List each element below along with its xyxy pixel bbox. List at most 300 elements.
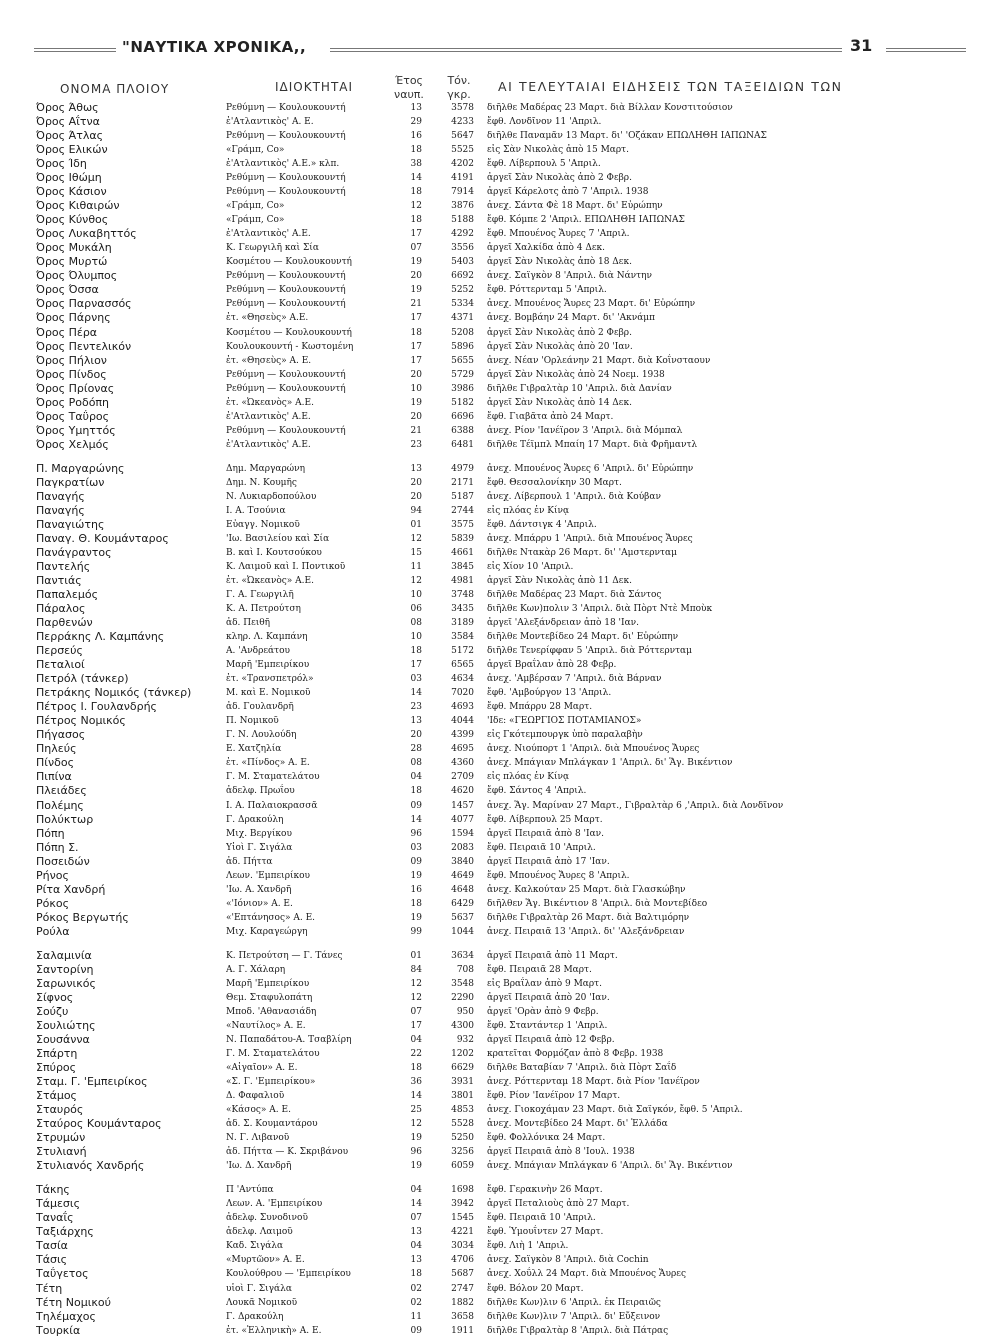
table-row <box>0 171 1000 185</box>
year-built: 20 <box>410 369 422 380</box>
owner: Ν. Λυκιαρδοπούλου <box>226 491 317 502</box>
table-row <box>0 504 1000 518</box>
latest-news: ἔφθ. Δάντσιγκ 4 'Απριλ. <box>487 519 597 530</box>
latest-news: εἰς Σὰν Νικολὰς ἀπὸ 15 Μαρτ. <box>487 145 630 156</box>
table-row <box>0 841 1000 855</box>
owner: Μιχ. Βεργίκου <box>226 828 292 839</box>
year-built: 01 <box>410 950 422 961</box>
owner: Ρεθύμνη — Κουλουκουντή <box>226 383 346 394</box>
tonnage: 1545 <box>451 1213 474 1224</box>
tonnage: 1698 <box>451 1185 474 1196</box>
tonnage: 4044 <box>451 716 474 727</box>
latest-news: διῆλθε Τέϊμπλ Μπαίη 17 Μαρτ. διὰ Φρῆμαντλ <box>487 439 698 450</box>
owner: Ρεθύμνη — Κουλουκουντή <box>226 299 346 310</box>
latest-news: διῆλθε Μαδέρας 23 Μαρτ. διὰ Σάντος <box>487 590 662 600</box>
owner: Ι. Α. Τσούνια <box>226 505 286 516</box>
owner: Κουλούθρου — 'Εμπειρίκου <box>226 1269 351 1280</box>
ship-name: Πάραλος <box>36 602 86 615</box>
column-header-year-built <box>388 74 430 102</box>
ship-name: Σουλιώτης <box>36 1018 96 1032</box>
owner: Δημ. Μαργαρώνη <box>226 463 305 474</box>
tonnage: 4661 <box>451 547 474 558</box>
table-row <box>0 354 1000 368</box>
owner: ἀδ. Πήττα <box>226 856 273 867</box>
latest-news: ἀργεῖ Πειραιᾶ ἀπὸ 8 'Ιουλ. 1938 <box>487 1147 635 1158</box>
tonnage: 6692 <box>451 271 474 282</box>
table-row <box>0 827 1000 841</box>
table-row <box>0 1183 1000 1197</box>
latest-news: ἀνεχ. Ἅγ. Μαρίναν 27 Μαρτ., Γιβραλτὰρ 6 ,'Απριλ. διὰ Λονδῖνον <box>487 800 784 811</box>
owner: Κουλουκουντή - Κωστομένη <box>226 341 354 352</box>
latest-news: ἔφθ. Πειραιᾶ 28 Μαρτ. <box>487 964 592 975</box>
table-row <box>0 1267 1000 1281</box>
owner: Εὐαγγ. Νομικοῦ <box>226 519 300 530</box>
owner: «Κάσος» Α. Ε. <box>226 1105 291 1116</box>
ship-name: Όρος Χελμός <box>36 437 109 451</box>
latest-news: ἀνεχ. Μπάγιαν Μπλάγκαν 6 'Απριλ. δι' Ἅγ. Βικέντιον <box>487 1161 733 1172</box>
table-row <box>0 963 1000 977</box>
latest-news: ἀνεχ. Μπάρρυ 1 'Απριλ. διὰ Μπουένος Ἄυρες <box>487 533 693 544</box>
tonnage: 4853 <box>451 1105 474 1116</box>
latest-news: ἀργεῖ Κάρελοτς ἀπὸ 7 'Απριλ. 1938 <box>487 187 649 198</box>
latest-news: ἀνεχ. Σαϊγκὸν 8 'Απριλ. διὰ Cochin <box>487 1255 649 1266</box>
ship-name: Όρος Πρίονας <box>36 381 115 395</box>
owner: Γ. Μ. Σταματελάτου <box>226 772 320 783</box>
ship-name: Πηλεύς <box>36 742 77 756</box>
year-built: 94 <box>410 505 422 516</box>
tonnage: 5188 <box>451 215 474 226</box>
table-row <box>0 410 1000 424</box>
ship-name: Τάσις <box>36 1253 68 1267</box>
latest-news: διῆλθε Κων)λιν 7 'Απριλ. δι' Εὔξεινον <box>487 1311 661 1322</box>
column-header-year-built-line1: Έτος <box>394 74 423 87</box>
year-built: 10 <box>410 590 422 600</box>
year-built: 23 <box>410 439 422 450</box>
latest-news: ἔφθ. Πειραιᾶ 10 'Απριλ. <box>487 842 596 853</box>
ship-name: Όρος Όσσα <box>36 283 99 297</box>
year-built: 12 <box>410 978 422 989</box>
owner: Μ. καὶ Ε. Νομικοῦ <box>226 688 311 699</box>
table-row <box>0 115 1000 129</box>
tonnage: 3548 <box>451 978 474 989</box>
table-row <box>0 742 1000 756</box>
owner: «Γράμπ, Co» <box>226 201 285 212</box>
table-row <box>0 157 1000 171</box>
year-built: 96 <box>410 828 422 839</box>
tonnage: 2709 <box>451 772 474 783</box>
ship-name: Ρίτα Χανδρή <box>36 882 106 896</box>
table-row <box>0 813 1000 827</box>
table-row <box>0 1131 1000 1145</box>
year-built: 29 <box>410 117 422 127</box>
latest-news: ἀργεῖ Σὰν Νικολὰς ἀπὸ 18 Δεκ. <box>487 257 632 268</box>
table-row <box>0 227 1000 241</box>
tonnage: 4620 <box>451 786 474 797</box>
latest-news: ἀργεῖ Σὰν Νικολὰς ἀπὸ 24 Νοεμ. 1938 <box>487 369 665 380</box>
ship-name: Στάμος <box>36 1089 78 1103</box>
year-built: 08 <box>410 618 422 629</box>
owner: Ν. Παπαδάτου-Α. Τσαβλίρη <box>226 1034 352 1045</box>
owner: ἐ'Ατλαντικὸς' Α. Ε. <box>226 117 314 127</box>
year-built: 02 <box>410 1297 422 1308</box>
latest-news: εἰς πλόας ἐν Κίνᾳ <box>487 505 570 516</box>
owner: Μαρῆ 'Εμπειρίκου <box>226 978 310 989</box>
table-row <box>0 1324 1000 1338</box>
owner: Β. καὶ Ι. Κουτσούκου <box>226 547 322 558</box>
ship-name: Όρος Ταΰρος <box>36 409 110 423</box>
tonnage: 4077 <box>451 814 474 825</box>
year-built: 09 <box>410 1325 422 1336</box>
ship-name: Πολύκτωρ <box>36 812 94 826</box>
table-row <box>0 1145 1000 1159</box>
owner: Ρεθύμνη — Κουλουκουντή <box>226 187 346 198</box>
owner: 'Ιω. Δ. Χανδρῆ <box>226 1161 292 1172</box>
latest-news: ἀργεῖ Σὰν Νικολὰς ἀπὸ 11 Δεκ. <box>487 576 632 586</box>
tonnage: 5208 <box>451 327 474 338</box>
latest-news: ἔφθ. Ὑμουΐντεν 27 Μαρτ. <box>487 1227 604 1238</box>
table-row <box>0 714 1000 728</box>
tonnage: 3556 <box>451 243 474 254</box>
year-built: 14 <box>410 1091 422 1102</box>
owner: Υἱοὶ Γ. Σιγάλα <box>226 842 293 853</box>
year-built: 14 <box>410 814 422 825</box>
year-built: 17 <box>410 341 422 352</box>
year-built: 15 <box>410 547 422 558</box>
table-row <box>0 1253 1000 1267</box>
latest-news: ἀνεχ. Γιοκοχάμαν 23 Μαρτ. διὰ Σαϊγκόν, ἔφθ. 5 'Απριλ. <box>487 1105 743 1116</box>
tonnage: 3256 <box>451 1147 474 1158</box>
tonnage: 3931 <box>451 1077 474 1087</box>
latest-news: διῆλθε Βαταβίαν 7 'Απριλ. διὰ Πὸρτ Σαΐδ <box>487 1063 677 1073</box>
table-row <box>0 143 1000 157</box>
tonnage: 3584 <box>451 632 474 643</box>
latest-news: ἀνεχ. Σαϊγκὸν 8 'Απριλ. διὰ Νάντην <box>487 271 652 282</box>
tonnage: 4360 <box>451 758 474 769</box>
ship-name: Παγκρατίων <box>36 475 105 489</box>
ship-name: Σταυρός <box>36 1103 84 1117</box>
latest-news: ἔφθ. Μπουένος Ἄυρες 7 'Απριλ. <box>487 229 630 240</box>
owner: Καδ. Σιγάλα <box>226 1241 284 1252</box>
tonnage: 5655 <box>451 355 474 366</box>
tonnage: 3801 <box>451 1091 474 1102</box>
table-row <box>0 213 1000 227</box>
table-row <box>0 1239 1000 1253</box>
ship-name: Όρος Πίνδος <box>36 367 107 381</box>
year-built: 03 <box>410 842 422 853</box>
owner: Α. Γ. Χάλαρη <box>226 964 286 975</box>
owner: ἐτ. «Ὠκεανὸς» Α.Ε. <box>226 397 314 408</box>
latest-news: ἔφθ. Θεσσαλονίκην 30 Μαρτ. <box>487 477 622 488</box>
table-row <box>0 686 1000 700</box>
latest-news: ἔφθ. Λονδῖνον 11 'Απριλ. <box>487 117 602 127</box>
tonnage: 1911 <box>451 1325 474 1336</box>
table-row <box>0 396 1000 410</box>
table-row <box>0 1089 1000 1103</box>
ship-name: Πλειάδες <box>36 784 87 798</box>
latest-news: ἀργεῖ Σὰν Νικολὰς ἀπὸ 20 'Ιαν. <box>487 341 633 352</box>
latest-news: ἀργεῖ Σὰν Νικολὰς ἀπὸ 14 Δεκ. <box>487 397 632 408</box>
owner: Ε. Χατζηλία <box>226 744 282 755</box>
table-row <box>0 949 1000 963</box>
tonnage: 3845 <box>451 562 474 572</box>
tonnage: 5637 <box>451 912 474 923</box>
latest-news: διῆλθε Γιβραλτὰρ 10 'Απριλ. διὰ Δανίαν <box>487 383 672 394</box>
owner: Λεων. 'Εμπειρίκου <box>226 870 311 881</box>
ship-name: Όρος Παρνασσός <box>36 297 132 311</box>
table-row <box>0 546 1000 560</box>
table-row <box>0 1061 1000 1075</box>
tonnage: 1882 <box>451 1297 474 1308</box>
ship-name: Πιπίνα <box>36 770 72 784</box>
year-built: 04 <box>410 1185 422 1196</box>
owner: Δ. Φαφαλιοῦ <box>226 1091 285 1102</box>
ship-name: Όρος Κάσιον <box>36 185 107 199</box>
year-built: 96 <box>410 1147 422 1158</box>
year-built: 36 <box>410 1077 422 1087</box>
ship-name: Παναγής <box>36 503 85 517</box>
latest-news: ἀργεῖ Σὰν Νικολὰς ἀπὸ 2 Φεβρ. <box>487 173 632 184</box>
latest-news: εἰς Γκότεμπουργκ ὑπὸ παραλαβὴν <box>487 730 643 741</box>
latest-news: ἔφθ. 'Αμβούργον 13 'Απριλ. <box>487 688 612 699</box>
tonnage: 7914 <box>451 187 474 198</box>
owner: ἀδ. Σ. Κουμαντάρου <box>226 1119 318 1130</box>
tonnage: 3658 <box>451 1311 474 1322</box>
owner: Κοσμέτου — Κουλουκουντή <box>226 327 352 338</box>
table-row <box>0 560 1000 574</box>
latest-news: ἀνεχ. Μπουένος Ἄυρες 6 'Απριλ. δι' Εὐρώπην <box>487 463 694 474</box>
tonnage: 4979 <box>451 463 474 474</box>
table-row <box>0 977 1000 991</box>
tonnage: 4634 <box>451 674 474 685</box>
tonnage: 1457 <box>451 800 474 811</box>
owner: Ρεθύμνη — Κουλουκουντή <box>226 369 346 380</box>
year-built: 14 <box>410 1199 422 1210</box>
latest-news: ἀνεχ. Βομβάην 24 Μαρτ. δι' 'Ακνάμπ <box>487 313 656 324</box>
owner: ἐ'Ατλαντικὸς' Α.Ε.» κλπ. <box>226 159 340 170</box>
latest-news: εἰς πλόας ἐν Κίνᾳ <box>487 772 570 783</box>
owner: 'Ιω. Α. Χανδρῆ <box>226 884 292 895</box>
ship-name: Ταξιάρχης <box>36 1225 94 1239</box>
year-built: 20 <box>410 491 422 502</box>
table-row <box>0 241 1000 255</box>
ship-name: Ταΰγετος <box>36 1267 89 1281</box>
table-row <box>0 1211 1000 1225</box>
year-built: 12 <box>410 576 422 586</box>
tonnage: 2171 <box>451 477 474 488</box>
tonnage: 5403 <box>451 257 474 268</box>
ship-name: Τάμεσις <box>36 1197 81 1211</box>
tonnage: 4221 <box>451 1227 474 1238</box>
latest-news: ἀνεχ. Χοΰλλ 24 Μαρτ. διὰ Μπουένος Ἄυρες <box>487 1269 686 1280</box>
year-built: 18 <box>410 646 422 657</box>
year-built: 12 <box>410 201 422 212</box>
latest-news: ἔφθ. Μπάρρυ 28 Μαρτ. <box>487 702 593 713</box>
ship-name: Πίνδος <box>36 756 75 770</box>
year-built: 17 <box>410 1020 422 1031</box>
year-built: 12 <box>410 992 422 1003</box>
table-row <box>0 199 1000 213</box>
owner: ἀδ. Πειθῆ <box>226 618 271 629</box>
ship-name: Ταναΐς <box>36 1211 74 1225</box>
tonnage: 5250 <box>451 1133 474 1144</box>
owner: ἐτ. «Θησεὺς» Α. Ε. <box>226 355 312 366</box>
latest-news: ἀνεχ. Νιούπορτ 1 'Απριλ. διὰ Μπουένος Ἄυρες <box>487 744 700 755</box>
ship-name: Πόπη <box>36 826 65 840</box>
latest-news: ἔφθ. Λίβερπουλ 25 Μαρτ. <box>487 814 603 825</box>
latest-news: ἀνεχ. Μοντεβίδεο 24 Μαρτ. δι' Ἑλλάδα <box>487 1119 668 1130</box>
tonnage: 4202 <box>451 159 474 170</box>
table-row <box>0 283 1000 297</box>
ship-name: Στυλιανός Χανδρής <box>36 1159 145 1173</box>
year-built: 17 <box>410 355 422 366</box>
tonnage: 4399 <box>451 730 474 741</box>
year-built: 21 <box>410 299 422 310</box>
table-row <box>0 476 1000 490</box>
table-row <box>0 756 1000 770</box>
table-row <box>0 728 1000 742</box>
tonnage: 1594 <box>451 828 474 839</box>
ship-name: Πεταλιοί <box>36 658 85 672</box>
column-header-ship-name: ΟΝΟΜΑ ΠΛΟΙΟΥ <box>60 82 170 96</box>
table-row <box>0 574 1000 588</box>
table-row <box>0 129 1000 143</box>
owner: ἐτ. «Ὠκεανὸς» Α.Ε. <box>226 576 314 586</box>
latest-news: διῆλθε Γιβραλτὰρ 26 Μαρτ. διὰ Βαλτιμόρην <box>487 912 690 923</box>
table-row <box>0 672 1000 686</box>
magazine-title: "ΝΑΥΤΙΚΑ ΧΡΟΝΙΚΑ,, <box>122 38 307 56</box>
column-header-tonnage <box>438 74 480 102</box>
latest-news: ἀνεχ. Καλκούταν 25 Μαρτ. διὰ Γλασκώβην <box>487 884 686 895</box>
ship-name: Ρόκος <box>36 896 70 910</box>
table-row <box>0 255 1000 269</box>
table-row <box>0 326 1000 340</box>
table-row <box>0 925 1000 939</box>
year-built: 20 <box>410 411 422 422</box>
latest-news: ἀργεῖ Χαλκίδα ἀπὸ 4 Δεκ. <box>487 243 606 254</box>
year-built: 11 <box>410 1311 422 1322</box>
latest-news: εἰς Χίον 10 'Απριλ. <box>487 562 574 572</box>
table-row <box>0 462 1000 476</box>
year-built: 13 <box>410 103 422 113</box>
ship-name: Όρος Μυρτώ <box>36 255 108 269</box>
latest-news: ἔφθ. Ρόττερνταμ 5 'Απριλ. <box>487 285 607 296</box>
tonnage: 932 <box>456 1034 474 1045</box>
ship-name: Τηλέμαχος <box>36 1309 96 1323</box>
tonnage: 2744 <box>451 505 474 516</box>
latest-news: ἀνεχ. Ρόττερνταμ 18 Μαρτ. διὰ Ρίον 'Ιανέϊρον <box>487 1077 700 1087</box>
owner: Γ. Ν. Λουλούδη <box>226 730 297 741</box>
year-built: 03 <box>410 674 422 685</box>
table-row <box>0 1282 1000 1296</box>
table-row <box>0 382 1000 396</box>
owner: ἀδ. Γουλανδρῆ <box>226 702 294 713</box>
table-row <box>0 911 1000 925</box>
latest-news: ἀργεῖ Πεταλιοὺς ἀπὸ 27 Μαρτ. <box>487 1199 630 1210</box>
owner: «Αἰγαῖον» Α. Ε. <box>226 1063 298 1073</box>
year-built: 25 <box>410 1105 422 1116</box>
tonnage: 3942 <box>451 1199 474 1210</box>
ship-name: Σπάρτη <box>36 1047 78 1060</box>
latest-news: ἔφθ. Λιὴ 1 'Απριλ. <box>487 1241 569 1252</box>
ship-name: Όρος Όλυμπος <box>36 269 118 283</box>
year-built: 84 <box>410 964 422 975</box>
tonnage: 5252 <box>451 285 474 296</box>
table-row <box>0 518 1000 532</box>
column-header-tonnage-line2: γκρ. <box>447 88 471 101</box>
ship-name: Τέτη <box>36 1281 63 1295</box>
latest-news: ἀργεῖ 'Ορὰν ἀπὸ 9 Φεβρ. <box>487 1006 599 1017</box>
ship-name: Π. Μαργαρώνης <box>36 461 125 475</box>
year-built: 04 <box>410 772 422 783</box>
table-row <box>0 1159 1000 1173</box>
year-built: 14 <box>410 688 422 699</box>
tonnage: 2747 <box>451 1283 474 1294</box>
ship-name: Όρος Πάρνης <box>36 311 111 325</box>
table-row <box>0 1310 1000 1324</box>
latest-news: ἀνεχ. Νέαν 'Ορλεάνην 21 Μαρτ. διὰ Κοΐνσταουν <box>487 355 711 366</box>
ship-name: Παπαλεμός <box>36 588 99 601</box>
tonnage: 5729 <box>451 369 474 380</box>
owner: «Γράμπ, Co» <box>226 215 285 226</box>
ship-name: Όρος Πεντελικόν <box>36 339 132 353</box>
tonnage: 3840 <box>451 856 474 867</box>
table-row <box>0 770 1000 784</box>
ship-name: Όρος Άθως <box>36 101 99 114</box>
ship-name: Περσεύς <box>36 644 83 658</box>
tonnage: 6696 <box>451 411 474 422</box>
tonnage: 3578 <box>451 103 474 113</box>
tonnage: 4371 <box>451 313 474 324</box>
table-row <box>0 297 1000 311</box>
latest-news: διῆλθε Παναμᾶν 13 Μαρτ. δι' 'Οζάκαν ΕΠΩΛΗΘΗ ΙΑΠΩΝΑΣ <box>487 131 767 142</box>
year-built: 23 <box>410 702 422 713</box>
year-built: 18 <box>410 1269 422 1280</box>
owner: ἀδελφ. Συνοδινοῦ <box>226 1213 308 1224</box>
year-built: 19 <box>410 257 422 268</box>
header-rule-middle <box>330 48 842 52</box>
year-built: 99 <box>410 926 422 937</box>
latest-news: ἀνεχ. Λίβερπουλ 1 'Απριλ. διὰ Κούβαν <box>487 491 661 502</box>
latest-news: ἀνεχ. Πειραιᾶ 13 'Απριλ. δι' 'Αλεξάνδρειαν <box>487 926 685 937</box>
year-built: 12 <box>410 533 422 544</box>
owner: Γ. Δρακούλη <box>226 814 284 825</box>
owner: Ρεθύμνη — Κουλουκουντή <box>226 173 346 184</box>
latest-news: ἀργεῖ Σὰν Νικολὰς ἀπὸ 2 Φεβρ. <box>487 327 632 338</box>
ship-name: Όρος Πέρα <box>36 325 98 339</box>
table-row <box>0 185 1000 199</box>
ship-name: Πετράκης Νομικός (τάνκερ) <box>36 686 192 700</box>
owner: Ρεθύμνη — Κουλουκουντή <box>226 285 346 296</box>
year-built: 09 <box>410 856 422 867</box>
table-row <box>0 1033 1000 1047</box>
table-row <box>0 1075 1000 1089</box>
owner: ἐτ. «Τρανσπετρόλ» <box>226 674 314 685</box>
tonnage: 4648 <box>451 884 474 895</box>
year-built: 13 <box>410 1255 422 1266</box>
table-row <box>0 1019 1000 1033</box>
ship-name: Πέτρος Νομικός <box>36 714 126 728</box>
ship-name: Σαρωνικός <box>36 976 96 990</box>
owner: «'Ιόνιον» Α. Ε. <box>226 898 293 909</box>
tonnage: 3748 <box>451 590 474 600</box>
owner: Α. 'Ανδρεάτου <box>226 646 290 657</box>
column-header-year-built-line2: ναυπ. <box>394 88 424 101</box>
table-row <box>0 438 1000 452</box>
ship-name: Όρος Ιθώμη <box>36 171 102 185</box>
year-built: 07 <box>410 243 422 254</box>
header-rule-left <box>34 48 116 52</box>
owner: Λουκᾶ Νομικοῦ <box>226 1297 298 1308</box>
